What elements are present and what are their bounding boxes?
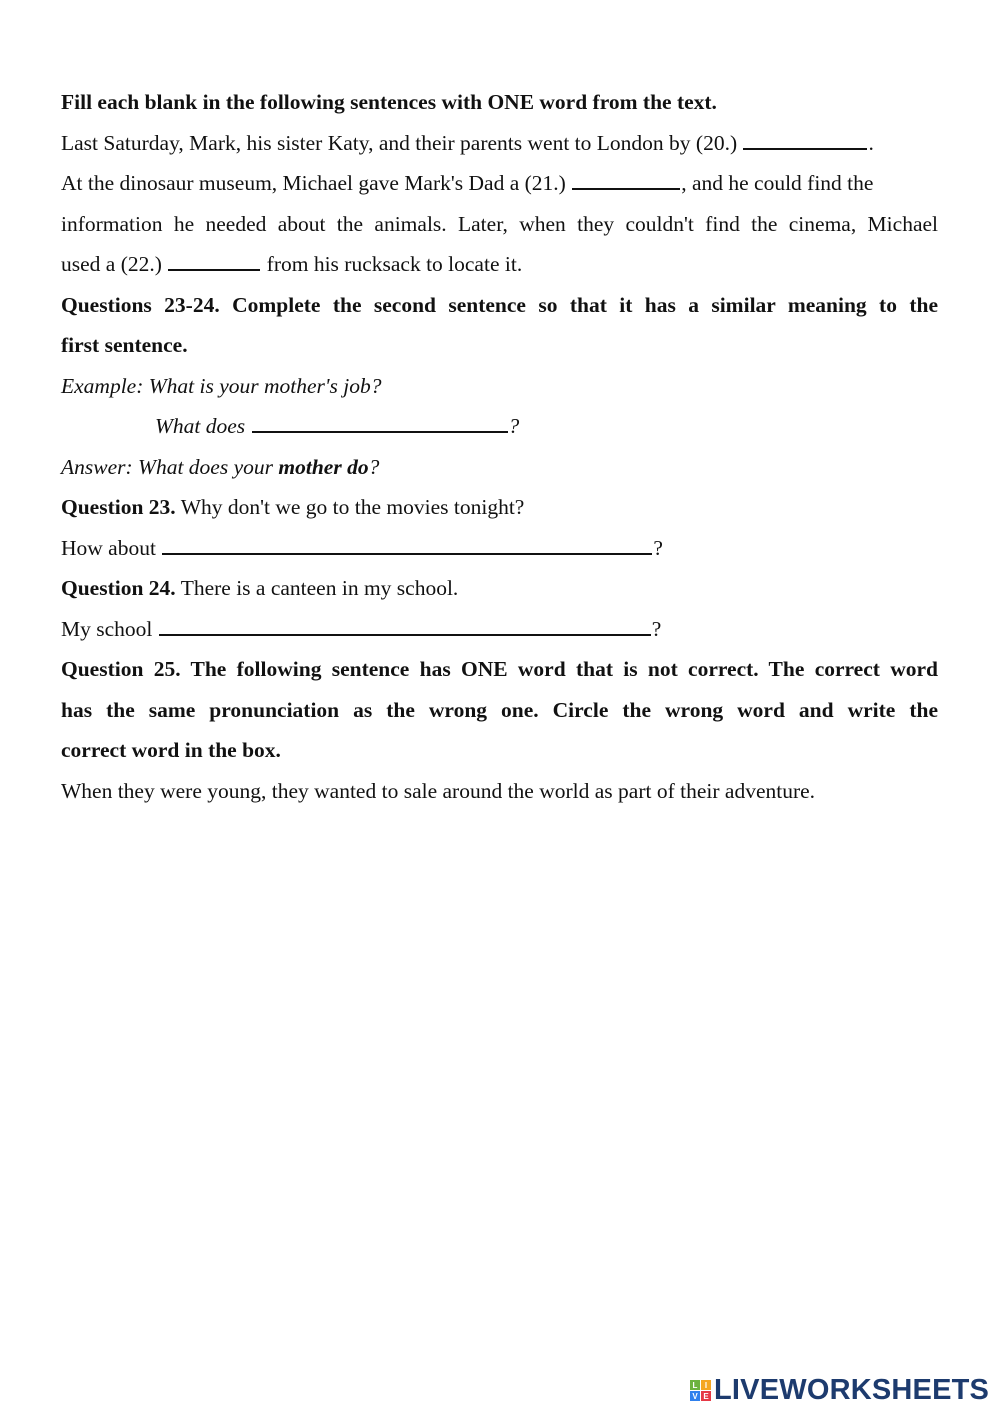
question-text: Why don't we go to the movies tonight? <box>180 495 525 519</box>
section-instruction: correct word in the box. <box>61 738 281 762</box>
question-mark: ? <box>368 454 380 479</box>
section-instruction: Question 25. The following sentence has ONE word that is not correct. The correct word <box>61 657 938 681</box>
answer-start: My school <box>61 616 153 641</box>
period: . <box>868 130 874 155</box>
section-instruction: Fill each blank in the following sentences with ONE word from the text. <box>61 90 717 114</box>
example-start: What does <box>155 414 246 438</box>
question-25-sentence[interactable]: When they were young, they wanted to sale around the world as part of their adventure. <box>61 778 816 803</box>
question-label: Question 24. <box>61 576 176 600</box>
liveworksheets-logo <box>690 1374 989 1407</box>
logo-cube: L <box>690 1380 700 1390</box>
blank-21[interactable] <box>572 166 680 190</box>
example-question: Example: What is your mother's job? <box>61 373 382 398</box>
logo-cube: V <box>690 1391 700 1401</box>
logo-text: LIVEWORKSHEETS <box>714 1374 990 1406</box>
passage-line <box>61 244 938 285</box>
section-instruction: first sentence. <box>61 333 188 357</box>
question-mark: ? <box>651 616 662 641</box>
passage-text: from his rucksack to locate it. <box>266 252 523 276</box>
blank-22[interactable] <box>168 247 260 271</box>
passage-line: information he needed about the animals. Later, when they couldn't find the cinema, Michael <box>61 211 938 236</box>
section-instruction: Questions 23-24. Complete the second sentence so that it has a similar meaning to the <box>61 292 938 317</box>
example-rewrite <box>61 406 938 447</box>
passage-text: At the dinosaur museum, Michael gave Mark's Dad a (21.) <box>61 171 566 195</box>
logo-cube: E <box>701 1391 711 1401</box>
section-instruction: has the same pronunciation as the wrong one. Circle the wrong word and write the <box>61 697 938 722</box>
question-text: There is a canteen in my school. <box>180 576 459 600</box>
question-mark: ? <box>508 414 520 438</box>
passage-text: Last Saturday, Mark, his sister Katy, and their parents went to London by (20.) <box>61 130 738 155</box>
example-answer <box>61 447 938 488</box>
example-blank <box>252 409 508 433</box>
question-24 <box>61 568 938 609</box>
question-23 <box>61 487 938 528</box>
blank-20[interactable] <box>743 126 867 150</box>
passage-line <box>61 163 938 204</box>
logo-cube: I <box>701 1380 711 1390</box>
answer-blank-24[interactable] <box>159 612 651 636</box>
answer-prefix: Answer: What does your <box>61 454 273 479</box>
logo-cubes-icon <box>690 1380 711 1401</box>
passage-text: used a (22.) <box>61 252 162 276</box>
question-label: Question 23. <box>61 495 176 519</box>
passage-text: , and he could find the <box>681 171 874 195</box>
question-24-answer <box>61 609 938 650</box>
answer-start: How about <box>61 535 156 560</box>
answer-bold: mother do <box>278 454 369 479</box>
answer-blank-23[interactable] <box>162 531 652 555</box>
question-mark: ? <box>653 535 663 560</box>
worksheet <box>61 82 938 811</box>
passage-line <box>61 123 938 164</box>
question-23-answer <box>61 528 938 569</box>
